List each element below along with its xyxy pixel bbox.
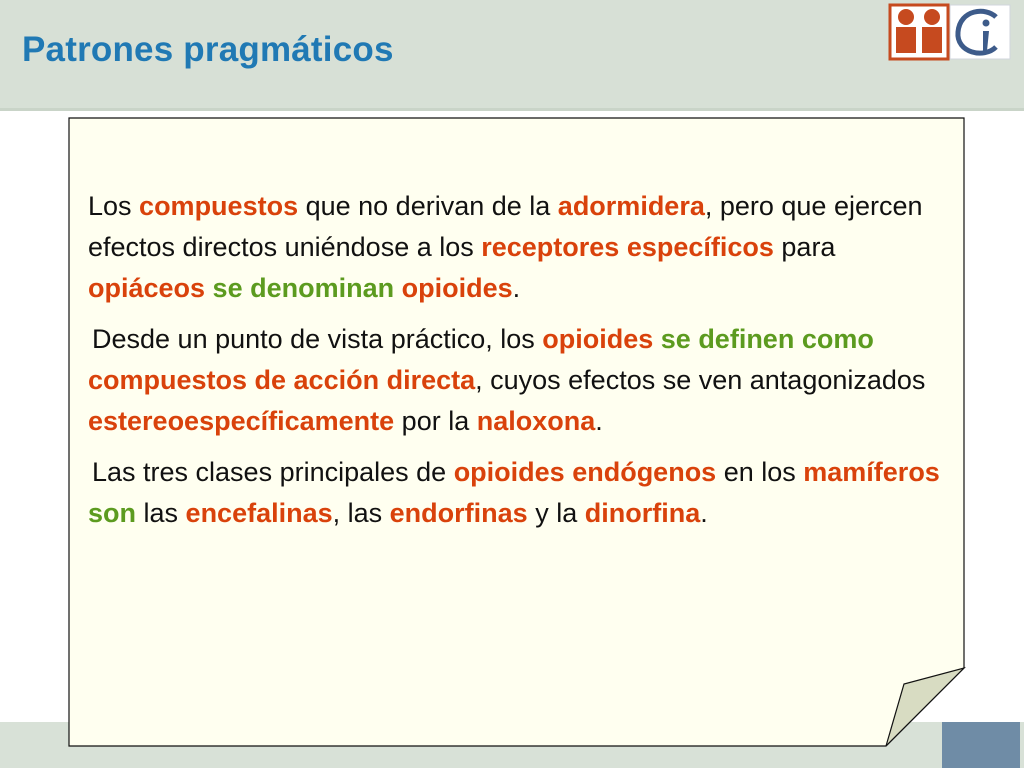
highlight-term: opioides endógenos [453, 457, 717, 487]
text-run: en los [716, 457, 804, 487]
highlight-term: naloxona [476, 406, 596, 436]
highlight-term: endorfinas [389, 498, 528, 528]
highlight-term: estereoespecíficamente [88, 406, 395, 436]
text-run: para [773, 232, 836, 262]
highlight-term: opiáceos [88, 273, 206, 303]
text-run: y la [527, 498, 585, 528]
highlight-term: adormidera [557, 191, 705, 221]
text-run: , las [332, 498, 390, 528]
paragraph-3 [88, 452, 948, 534]
highlight-term: encefalinas [185, 498, 333, 528]
body-text [88, 186, 948, 544]
text-run [394, 273, 402, 303]
text-run: por la [394, 406, 477, 436]
highlight-term: receptores específicos [481, 232, 774, 262]
highlight-term: dinorfina [584, 498, 701, 528]
paragraph-2 [88, 319, 948, 442]
text-run: Desde un punto de vista práctico, los [92, 324, 543, 354]
highlight-term: compuestos de acción directa [88, 365, 476, 395]
text-run: las [136, 498, 186, 528]
text-run: , pero que ejercen efectos directos uniéndose a los [88, 191, 923, 262]
page-title: Patrones pragmáticos [22, 30, 394, 69]
highlight-term: son [88, 498, 137, 528]
text-run: , cuyos efectos se ven antagonizados [475, 365, 926, 395]
highlight-term: mamíferos [803, 457, 940, 487]
highlight-term: compuestos [139, 191, 299, 221]
text-run: . [700, 498, 708, 528]
highlight-term: opioides [542, 324, 654, 354]
text-run: que no derivan de la [298, 191, 558, 221]
text-run: Las tres clases principales de [92, 457, 454, 487]
text-run: . [512, 273, 521, 303]
text-run: Los [88, 191, 140, 221]
paragraph-1 [88, 186, 948, 309]
highlight-term: opioides [401, 273, 513, 303]
text-run: . [595, 406, 603, 436]
highlight-term: se denominan [205, 273, 395, 303]
highlight-term: se definen como [653, 324, 874, 354]
